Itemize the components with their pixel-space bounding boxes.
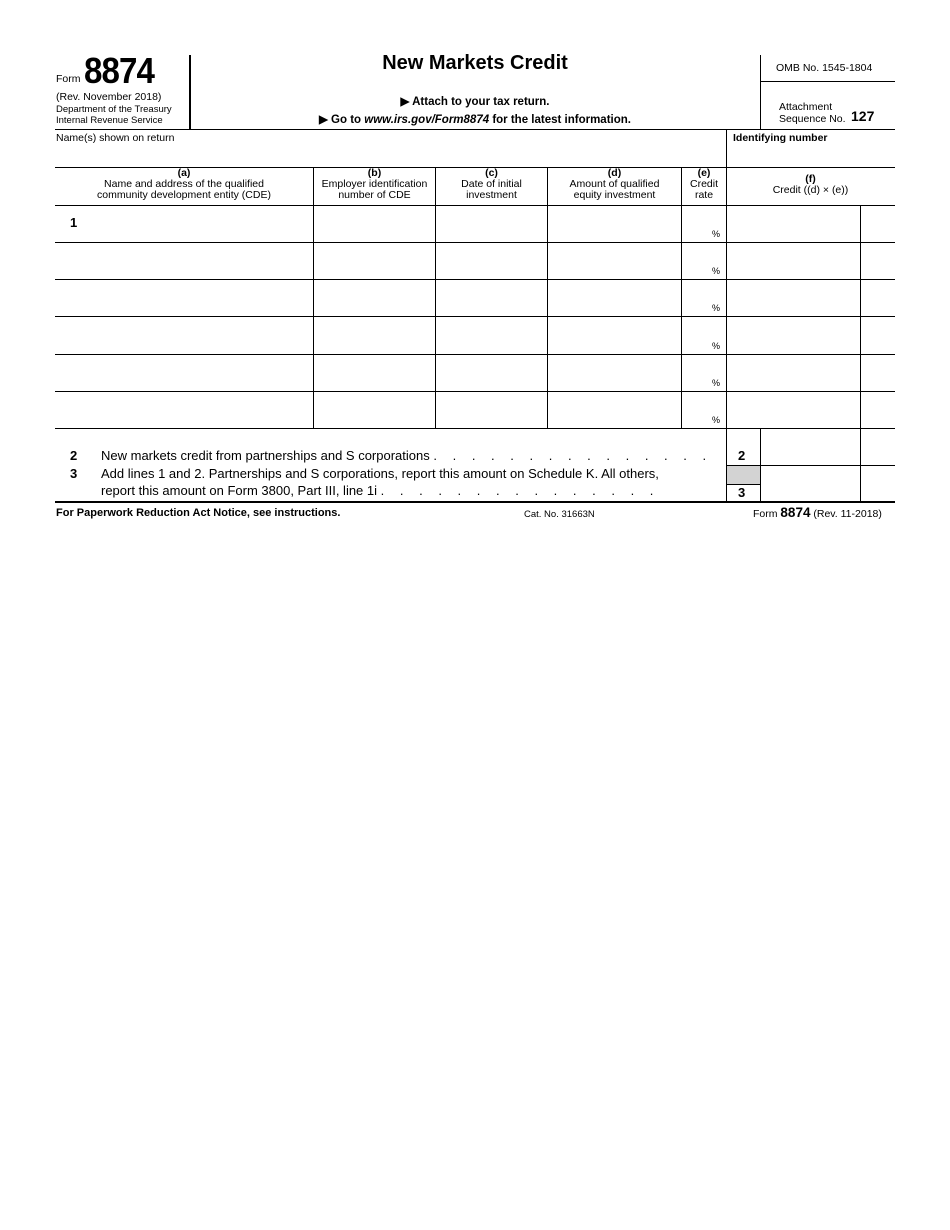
investment-date-input[interactable] (436, 355, 546, 390)
cde-name-address-input[interactable] (56, 206, 312, 241)
cde-ein-input[interactable] (314, 355, 434, 390)
catalog-number: Cat. No. 31663N (524, 509, 595, 520)
irs-instruction (190, 112, 760, 126)
line-3-box-label: 3 (738, 485, 746, 500)
column-e-header (682, 168, 726, 204)
line-1-number: 1 (70, 215, 78, 230)
column-b-label-1: Employer identification (321, 178, 428, 190)
credit-amount-input[interactable] (727, 355, 859, 390)
footer-form-word: Form (753, 508, 778, 520)
line-2-number: 2 (70, 448, 78, 463)
column-b-label-2: number of CDE (338, 189, 411, 201)
equity-amount-input[interactable] (548, 243, 680, 278)
department: Department of the Treasury (56, 104, 172, 115)
paperwork-notice: For Paperwork Reduction Act Notice, see instructions. (56, 507, 341, 519)
line-3-amount-input[interactable] (762, 467, 859, 501)
equity-amount-input[interactable] (548, 206, 680, 241)
footer-form-id (753, 505, 882, 520)
credit-rate-input[interactable] (682, 243, 710, 278)
attachment-label: Attachment (779, 101, 833, 113)
form-word: Form (56, 73, 81, 85)
form-number: 8874 (84, 50, 155, 91)
sequence-number: 127 (851, 108, 875, 124)
investment-date-input[interactable] (436, 243, 546, 278)
line-3-text-2: report this amount on Form 3800, Part III, line 1i (101, 483, 378, 498)
column-e-label-2: rate (694, 189, 714, 201)
column-a-label-1: Name and address of the qualified (104, 178, 264, 190)
column-f-letter: (f) (805, 173, 816, 185)
column-d-label-1: Amount of qualified (569, 178, 660, 190)
column-f-label: Credit ((d) × (e)) (772, 184, 849, 196)
credit-amount-input[interactable] (727, 392, 859, 427)
omb-number: OMB No. 1545-1804 (776, 62, 873, 74)
form-revision: (Rev. November 2018) (56, 91, 162, 103)
footer-revision: (Rev. 11-2018) (813, 508, 882, 520)
equity-amount-input[interactable] (548, 355, 680, 390)
equity-amount-input[interactable] (548, 280, 680, 315)
credit-amount-input[interactable] (727, 280, 859, 315)
credit-rate-input[interactable] (682, 317, 710, 352)
shaded-cell (727, 466, 760, 484)
percent-sign: % (712, 303, 721, 313)
credit-amount-input[interactable] (727, 243, 859, 278)
column-b-letter: (b) (367, 167, 382, 179)
credit-amount-input[interactable] (727, 206, 859, 241)
line-3-text-1: Add lines 1 and 2. Partnerships and S corporations, report this amount on Schedule K. All others, (101, 466, 659, 481)
cde-name-address-input[interactable] (56, 392, 312, 427)
irs-instruction-post: for the latest information. (489, 114, 631, 126)
column-b-header (314, 168, 435, 204)
credit-amount-input[interactable] (727, 317, 859, 352)
line-2-label: New markets credit from partnerships and S corporations (101, 448, 430, 463)
investment-date-input[interactable] (436, 392, 546, 427)
credit-rate-input[interactable] (682, 280, 710, 315)
cde-ein-input[interactable] (314, 243, 434, 278)
form-title: New Markets Credit (382, 52, 568, 74)
investment-date-input[interactable] (436, 317, 546, 352)
column-d-header (548, 168, 681, 204)
percent-sign: % (712, 378, 721, 388)
cde-name-address-input[interactable] (56, 243, 312, 278)
column-c-label-1: Date of initial (461, 178, 522, 190)
column-a-letter: (a) (177, 167, 191, 179)
name-label: Name(s) shown on return (56, 132, 175, 144)
line-2-box-label: 2 (738, 448, 746, 463)
investment-date-input[interactable] (436, 280, 546, 315)
percent-sign: % (712, 341, 721, 351)
investment-date-input[interactable] (436, 206, 546, 241)
column-c-label-2: investment (466, 189, 517, 201)
column-d-letter: (d) (607, 167, 622, 179)
line-2-amount-input[interactable] (762, 430, 859, 464)
equity-amount-input[interactable] (548, 392, 680, 427)
column-c-header (436, 168, 547, 204)
line-2-text (101, 448, 712, 463)
line-3-text-2-wrap (101, 483, 659, 498)
column-e-label-1: Credit (689, 178, 718, 190)
service: Internal Revenue Service (56, 115, 163, 126)
name-input[interactable] (56, 145, 724, 167)
cde-ein-input[interactable] (314, 392, 434, 427)
cde-name-address-input[interactable] (56, 280, 312, 315)
credit-rate-input[interactable] (682, 392, 710, 427)
cde-ein-input[interactable] (314, 280, 434, 315)
cde-name-address-input[interactable] (56, 317, 312, 352)
percent-sign: % (712, 266, 721, 276)
sequence-label: Sequence No. (779, 113, 846, 125)
line-3-dots: . . . . . . . . . . . . . . . (380, 483, 660, 498)
equity-amount-input[interactable] (548, 317, 680, 352)
percent-sign: % (712, 229, 721, 239)
credit-rate-input[interactable] (682, 206, 710, 241)
cde-ein-input[interactable] (314, 206, 434, 241)
column-e-letter: (e) (697, 167, 711, 179)
cde-ein-input[interactable] (314, 317, 434, 352)
irs-instruction-pre: ▶ Go to (319, 114, 365, 126)
attach-instruction: ▶ Attach to your tax return. (400, 96, 550, 108)
line-3-number: 3 (70, 466, 78, 481)
credit-rate-input[interactable] (682, 355, 710, 390)
column-a-label-2: community development entity (CDE) (97, 189, 271, 201)
column-c-letter: (c) (485, 167, 498, 179)
identifying-number-input[interactable] (728, 145, 894, 167)
percent-sign: % (712, 415, 721, 425)
footer-form-number: 8874 (780, 505, 811, 520)
column-a-header (55, 168, 313, 204)
column-d-label-2: equity investment (573, 189, 656, 201)
irs-url-link[interactable]: www.irs.gov/Form8874 (364, 114, 490, 126)
line-2-dots: . . . . . . . . . . . . . . . (433, 448, 713, 463)
identifying-number-label: Identifying number (733, 132, 828, 144)
cde-name-address-input[interactable] (56, 355, 312, 390)
